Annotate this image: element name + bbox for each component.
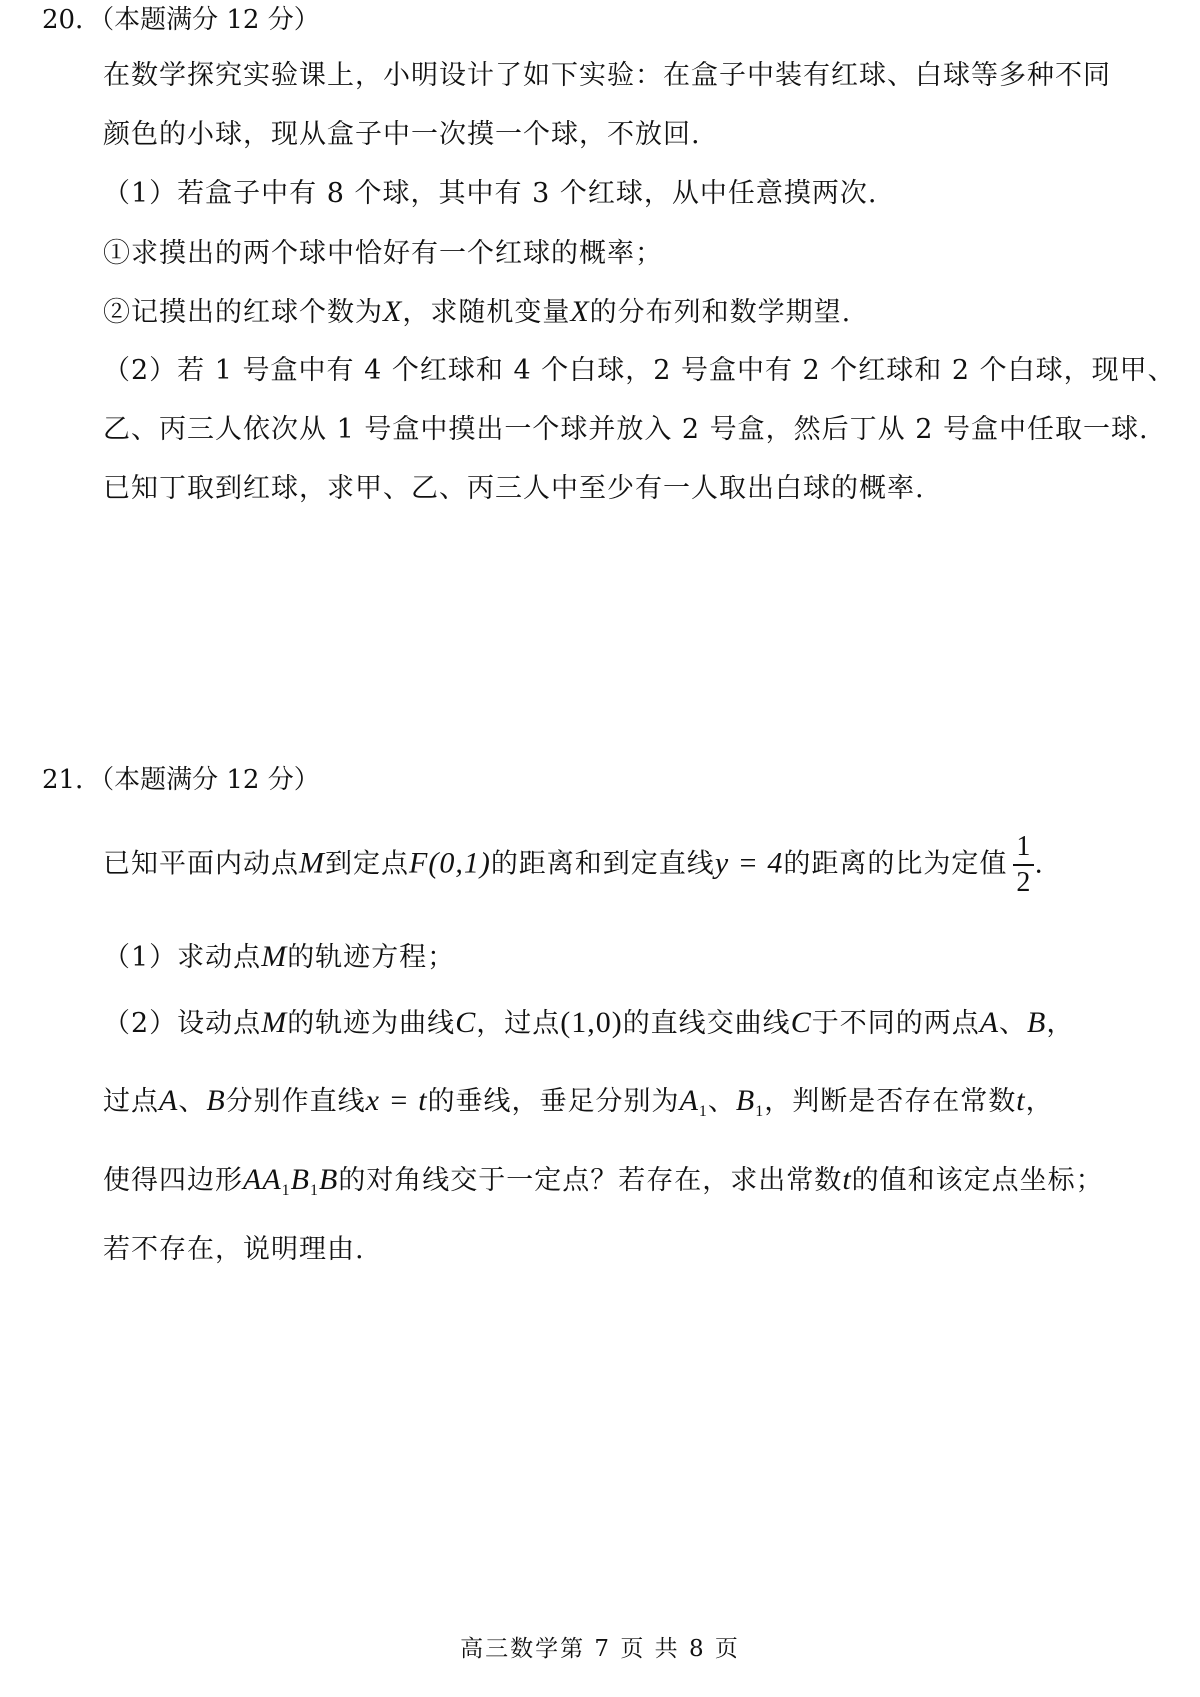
point-b: B xyxy=(206,1084,226,1117)
q21-l3-post: 的值和该定点坐标； xyxy=(851,1165,1104,1196)
q21-part2-mid3: 的直线交曲线 xyxy=(622,1008,791,1039)
point-a: A xyxy=(159,1084,179,1117)
q21-part2-mid1: 的轨迹为曲线 xyxy=(287,1008,456,1039)
point-f: F(0,1) xyxy=(409,846,491,880)
fraction-numerator: 1 xyxy=(1016,831,1032,862)
point-1-0: (1,0) xyxy=(560,1006,623,1039)
separator: 、 xyxy=(178,1086,207,1117)
subscript-1: 1 xyxy=(281,1182,291,1199)
q21-intro-mid2: 的距离和到定直线 xyxy=(490,848,715,880)
q21-l2-mid1: 分别作直线 xyxy=(225,1086,366,1117)
q20-part1-a: ①求摸出的两个球中恰好有一个红球的概率； xyxy=(103,238,663,269)
q21-part2-mid4: 于不同的两点 xyxy=(811,1008,980,1039)
q20-part1: （1）若盒子中有 8 个球，其中有 3 个红球，从中任意摸两次. xyxy=(103,178,878,209)
line-y-equation: y = 4 xyxy=(714,846,784,880)
separator: 、 xyxy=(999,1008,1028,1039)
var-t: t xyxy=(1016,1084,1026,1117)
q21-part2-line1 xyxy=(103,1005,1074,1042)
point-a: A xyxy=(979,1006,1000,1039)
separator: 、 xyxy=(707,1086,736,1117)
q21-l2-mid2: 的垂线，垂足分别为 xyxy=(427,1086,680,1117)
comma: ， xyxy=(1046,1008,1075,1039)
q20-part2-line2: 乙、丙三人依次从 1 号盒中摸出一个球并放入 2 号盒，然后丁从 2 号盒中任取一球. xyxy=(103,414,1149,445)
q20-part1-b-post: 的分布列和数学期望. xyxy=(589,297,852,328)
q21-l3-mid: 的对角线交于一定点？若存在，求出常数 xyxy=(338,1165,843,1196)
quad-aa: AA xyxy=(243,1163,282,1196)
fraction-bar xyxy=(1013,864,1034,866)
point-b: B xyxy=(1027,1006,1047,1039)
var-x: X xyxy=(383,295,403,328)
var-x: X xyxy=(570,295,590,328)
line-x-equation: x = t xyxy=(365,1084,428,1117)
page-footer: 高三数学第 7 页 共 8 页 xyxy=(460,1636,740,1662)
q21-intro-mid3: 的距离的比为定值 xyxy=(783,848,1008,880)
q20-part2-line1: （2）若 1 号盒中有 4 个红球和 4 个白球，2 号盒中有 2 个红球和 2 个白球，现甲、 xyxy=(103,355,1176,386)
var-m: M xyxy=(299,846,325,880)
point-a1-base: A xyxy=(679,1084,699,1117)
subscript-1: 1 xyxy=(755,1103,765,1120)
q21-intro-mid1: 到定点 xyxy=(325,848,409,880)
q21-part2-line4: 若不存在，说明理由. xyxy=(103,1234,365,1265)
var-m: M xyxy=(261,940,288,973)
q21-l2-pre: 过点 xyxy=(103,1086,159,1117)
q20-part2-line3: 已知丁取到红球，求甲、乙、丙三人中至少有一人取出白球的概率. xyxy=(103,473,925,504)
q21-part1-post: 的轨迹方程； xyxy=(287,942,456,973)
q20-part1-b-pre: ②记摸出的红球个数为 xyxy=(103,297,383,328)
point-b1-base: B xyxy=(735,1084,756,1117)
subscript-1: 1 xyxy=(698,1103,708,1120)
q20-part1-b-mid: ，求随机变量 xyxy=(402,297,571,328)
q20-intro-line1: 在数学探究实验课上，小明设计了如下实验：在盒子中装有红球、白球等多种不同 xyxy=(103,60,1111,91)
q21-intro-pre: 已知平面内动点 xyxy=(103,848,299,880)
q21-part2-line2 xyxy=(103,1083,1054,1130)
q21-part2-line3 xyxy=(103,1162,1104,1209)
q21-part2-pre: （2）设动点 xyxy=(103,1008,262,1039)
curve-c: C xyxy=(790,1006,812,1039)
q21-intro xyxy=(103,832,1044,898)
point-b1 xyxy=(735,1084,765,1120)
q21-l2-mid3: ，判断是否存在常数 xyxy=(764,1086,1017,1117)
fraction-one-half xyxy=(1013,832,1034,898)
var-t: t xyxy=(842,1163,852,1196)
quad-b: B xyxy=(290,1163,310,1196)
q21-part2-mid2: ，过点 xyxy=(476,1008,561,1039)
var-m: M xyxy=(261,1006,288,1039)
comma: ， xyxy=(1025,1086,1054,1117)
q21-intro-end: . xyxy=(1034,848,1044,880)
quadrilateral-aa1b1b xyxy=(243,1163,339,1199)
curve-c: C xyxy=(455,1006,477,1039)
quad-b-end: B xyxy=(318,1163,339,1196)
subscript-1: 1 xyxy=(309,1182,319,1199)
q21-part1-pre: （1）求动点 xyxy=(103,942,262,973)
point-a1 xyxy=(679,1084,708,1120)
q20-intro-line2: 颜色的小球，现从盒子中一次摸一个球，不放回. xyxy=(103,119,701,150)
fraction-denominator: 2 xyxy=(1016,867,1032,898)
q20-header: 20．（本题满分 12 分） xyxy=(42,5,320,35)
q20-part1-b xyxy=(103,294,851,331)
q21-header: 21．（本题满分 12 分） xyxy=(42,765,320,795)
q21-part1 xyxy=(103,939,455,976)
q21-l3-pre: 使得四边形 xyxy=(103,1165,243,1196)
